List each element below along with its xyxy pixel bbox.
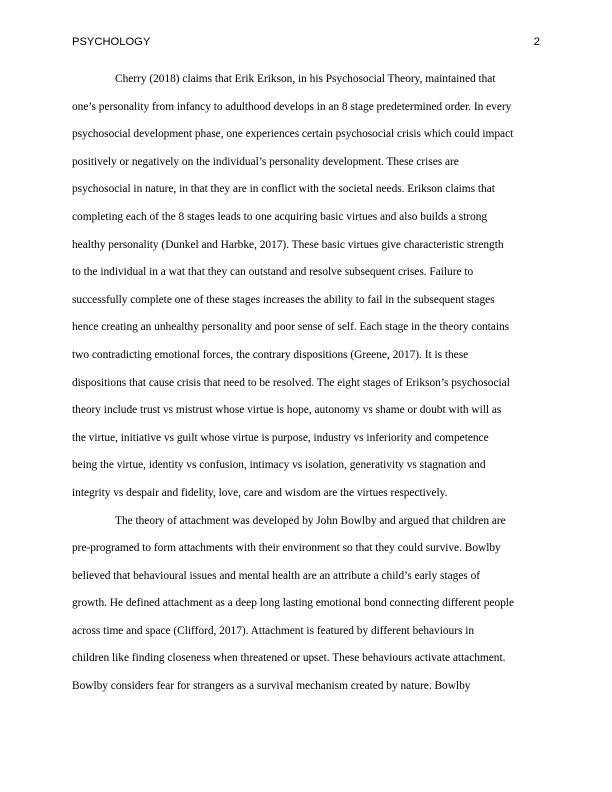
page-number: 2 bbox=[533, 36, 540, 48]
text-line: pre-programed to form attachments with their environment so that they could survive. Bowlby bbox=[72, 542, 501, 555]
text-line: one’s personality from infancy to adulthood develops in an 8 stage predetermined order. In every bbox=[72, 100, 512, 113]
text-line: psychosocial development phase, one experiences certain psychosocial crisis which could impact bbox=[72, 128, 514, 141]
page-header bbox=[72, 36, 540, 50]
text-line: healthy personality (Dunkel and Harbke, 2017). These basic virtues give characteristic strength bbox=[72, 238, 504, 251]
running-head: PSYCHOLOGY bbox=[72, 36, 151, 48]
text-line: hence creating an unhealthy personality and poor sense of self. Each stage in the theory contains bbox=[72, 321, 510, 334]
text-line: completing each of the 8 stages leads to one acquiring basic virtues and also builds a strong bbox=[72, 210, 488, 223]
text-line: across time and space (Clifford, 2017). Attachment is featured by different behaviours in bbox=[72, 624, 475, 637]
text-line: positively or negatively on the individual’s personality development. These crises are bbox=[72, 155, 459, 168]
text-line: the virtue, initiative vs guilt whose virtue is purpose, industry vs inferiority and competence bbox=[72, 431, 489, 444]
paragraph-bowlby bbox=[72, 508, 546, 701]
text-line: integrity vs despair and fidelity, love, care and wisdom are the virtues respectively. bbox=[72, 486, 448, 499]
body-text bbox=[72, 66, 546, 701]
text-line: psychosocial in nature, in that they are in conflict with the societal needs. Erikson claims that bbox=[72, 183, 495, 196]
text-line: to the individual in a wat that they can outstand and resolve subsequent crises. Failure to bbox=[72, 266, 474, 279]
text-line: dispositions that cause crisis that need to be resolved. The eight stages of Erikson’s psychosocial bbox=[72, 376, 510, 389]
text-line: successfully complete one of these stages increases the ability to fail in the subsequent stages bbox=[72, 293, 495, 306]
text-line: believed that behavioural issues and mental health are an attribute a child’s early stages of bbox=[72, 569, 481, 582]
text-line: being the virtue, identity vs confusion, intimacy vs isolation, generativity vs stagnation and bbox=[72, 459, 486, 472]
text-line: The theory of attachment was developed by John Bowlby and argued that children are bbox=[115, 514, 506, 527]
paragraph-erikson bbox=[72, 66, 546, 508]
text-line: children like finding closeness when threatened or upset. These behaviours activate attachment. bbox=[72, 652, 506, 665]
text-line: Cherry (2018) claims that Erik Erikson, in his Psychosocial Theory, maintained that bbox=[115, 73, 496, 85]
text-line: growth. He defined attachment as a deep long lasting emotional bond connecting different people bbox=[72, 597, 514, 610]
text-line: theory include trust vs mistrust whose virtue is hope, autonomy vs shame or doubt with will as bbox=[72, 404, 502, 417]
text-line: two contradicting emotional forces, the contrary dispositions (Greene, 2017). It is these bbox=[72, 348, 469, 361]
text-line: Bowlby considers fear for strangers as a survival mechanism created by nature. Bowlby bbox=[72, 680, 471, 693]
